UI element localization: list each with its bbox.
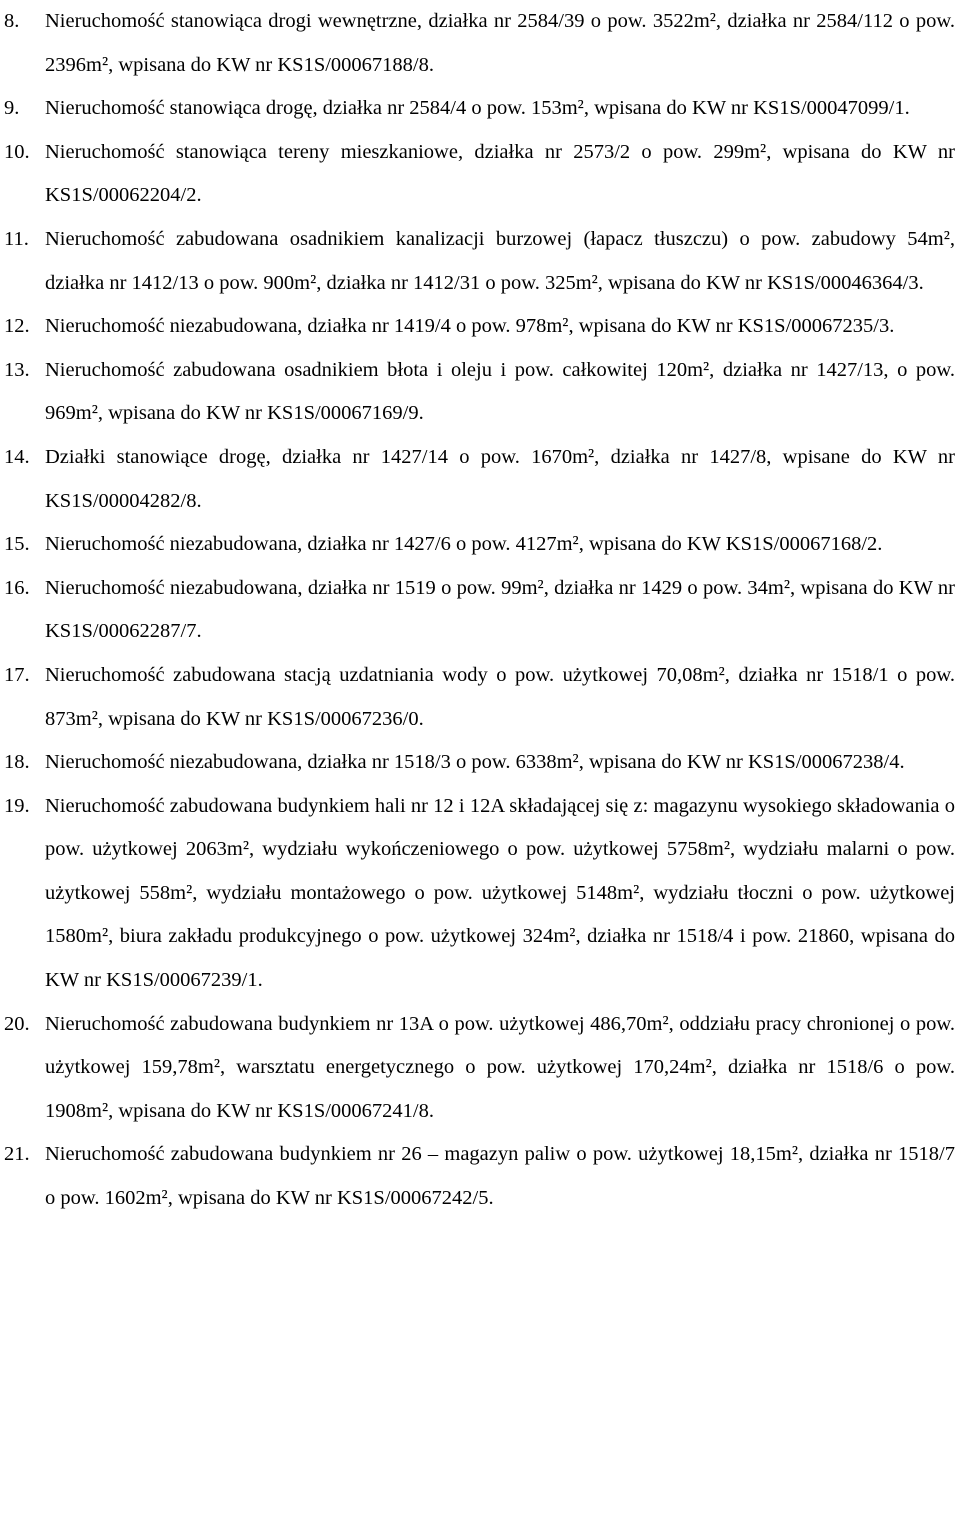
item-text: Nieruchomość niezabudowana, działka nr 1518/3 o pow. 6338m², wpisana do KW nr KS1S/00067238/4. — [45, 751, 905, 774]
item-number: 13. — [4, 358, 30, 381]
item-number: 9. — [4, 97, 20, 120]
item-text: Nieruchomość zabudowana osadnikiem błota i oleju i pow. całkowitej 120m², działka nr 1427/13, o pow. 969m², wpisana do KW nr KS1S/00067169/9. — [45, 358, 955, 425]
item-number: 8. — [4, 10, 20, 32]
list-item — [0, 218, 955, 305]
item-text: Nieruchomość niezabudowana, działka nr 1427/6 o pow. 4127m², wpisana do KW KS1S/00067168/2. — [45, 533, 883, 556]
item-number: 15. — [4, 533, 30, 556]
list-item — [0, 654, 955, 741]
item-number: 21. — [4, 1143, 30, 1166]
item-number: 14. — [4, 445, 30, 468]
item-text: Nieruchomość stanowiąca tereny mieszkaniowe, działka nr 2573/2 o pow. 299m², wpisana do KW nr KS1S/00062204/2. — [45, 140, 955, 207]
list-item — [0, 436, 955, 523]
list-item — [0, 785, 955, 1003]
list-item — [0, 0, 955, 87]
list-item — [0, 1003, 955, 1134]
list-item — [0, 523, 955, 567]
list-item — [0, 567, 955, 654]
item-number: 20. — [4, 1012, 30, 1035]
list-item — [0, 87, 955, 131]
item-text: Działki stanowiące drogę, działka nr 1427/14 o pow. 1670m², działka nr 1427/8, wpisane do KW nr KS1S/00004282/8. — [45, 445, 955, 512]
item-number: 16. — [4, 576, 30, 599]
item-text: Nieruchomość zabudowana budynkiem nr 26 – magazyn paliw o pow. użytkowej 18,15m², działka nr 1518/7 o pow. 1602m², wpisana do KW nr KS1S/00067242/5. — [45, 1143, 955, 1210]
list-item — [0, 1133, 955, 1220]
item-text: Nieruchomość stanowiąca drogi wewnętrzne, działka nr 2584/39 o pow. 3522m², działka nr 2584/112 o pow. 2396m², wpisana do KW nr KS1S/00067188/8. — [45, 10, 955, 76]
item-number: 17. — [4, 663, 30, 686]
item-number: 18. — [4, 751, 30, 774]
list-item — [0, 349, 955, 436]
item-text: Nieruchomość stanowiąca drogę, działka nr 2584/4 o pow. 153m², wpisana do KW nr KS1S/00047099/1. — [45, 97, 910, 120]
item-text: Nieruchomość niezabudowana, działka nr 1419/4 o pow. 978m², wpisana do KW nr KS1S/00067235/3. — [45, 315, 895, 338]
list-item — [0, 131, 955, 218]
item-text: Nieruchomość zabudowana budynkiem hali nr 12 i 12A składającej się z: magazynu wysokiego składowania o pow. użytkowej 2063m², wydziału wykończeniowego o pow. użytkowej 5758m², wydziału malarni o pow. użytkowej 558m², wydziału montażowego o pow. użytkowej 5148m², wydziału tłoczni o pow. użytkowej 1580m², biura zakładu produkcyjnego o pow. użytkowej 324m², działka nr 1518/4 i pow. 21860, wpisana do KW nr KS1S/00067239/1. — [45, 794, 955, 992]
list-item — [0, 305, 955, 349]
item-number: 10. — [4, 140, 30, 163]
item-text: Nieruchomość zabudowana budynkiem nr 13A o pow. użytkowej 486,70m², oddziału pracy chronionej o pow. użytkowej 159,78m², warsztatu energetycznego o pow. użytkowej 170,24m², działka nr 1518/6 o pow. 1908m², wpisana do KW nr KS1S/00067241/8. — [45, 1012, 955, 1122]
item-number: 19. — [4, 794, 30, 817]
item-number: 12. — [4, 315, 30, 338]
list-item — [0, 741, 955, 785]
item-text: Nieruchomość zabudowana stacją uzdatniania wody o pow. użytkowej 70,08m², działka nr 1518/1 o pow. 873m², wpisana do KW nr KS1S/00067236/0. — [45, 663, 955, 730]
item-text: Nieruchomość zabudowana osadnikiem kanalizacji burzowej (łapacz tłuszczu) o pow. zabudowy 54m², działka nr 1412/13 o pow. 900m², działka nr 1412/31 o pow. 325m², wpisana do KW nr KS1S/00046364/3. — [45, 227, 955, 294]
item-number: 11. — [4, 227, 29, 250]
item-text: Nieruchomość niezabudowana, działka nr 1519 o pow. 99m², działka nr 1429 o pow. 34m², wpisana do KW nr KS1S/00062287/7. — [45, 576, 955, 643]
